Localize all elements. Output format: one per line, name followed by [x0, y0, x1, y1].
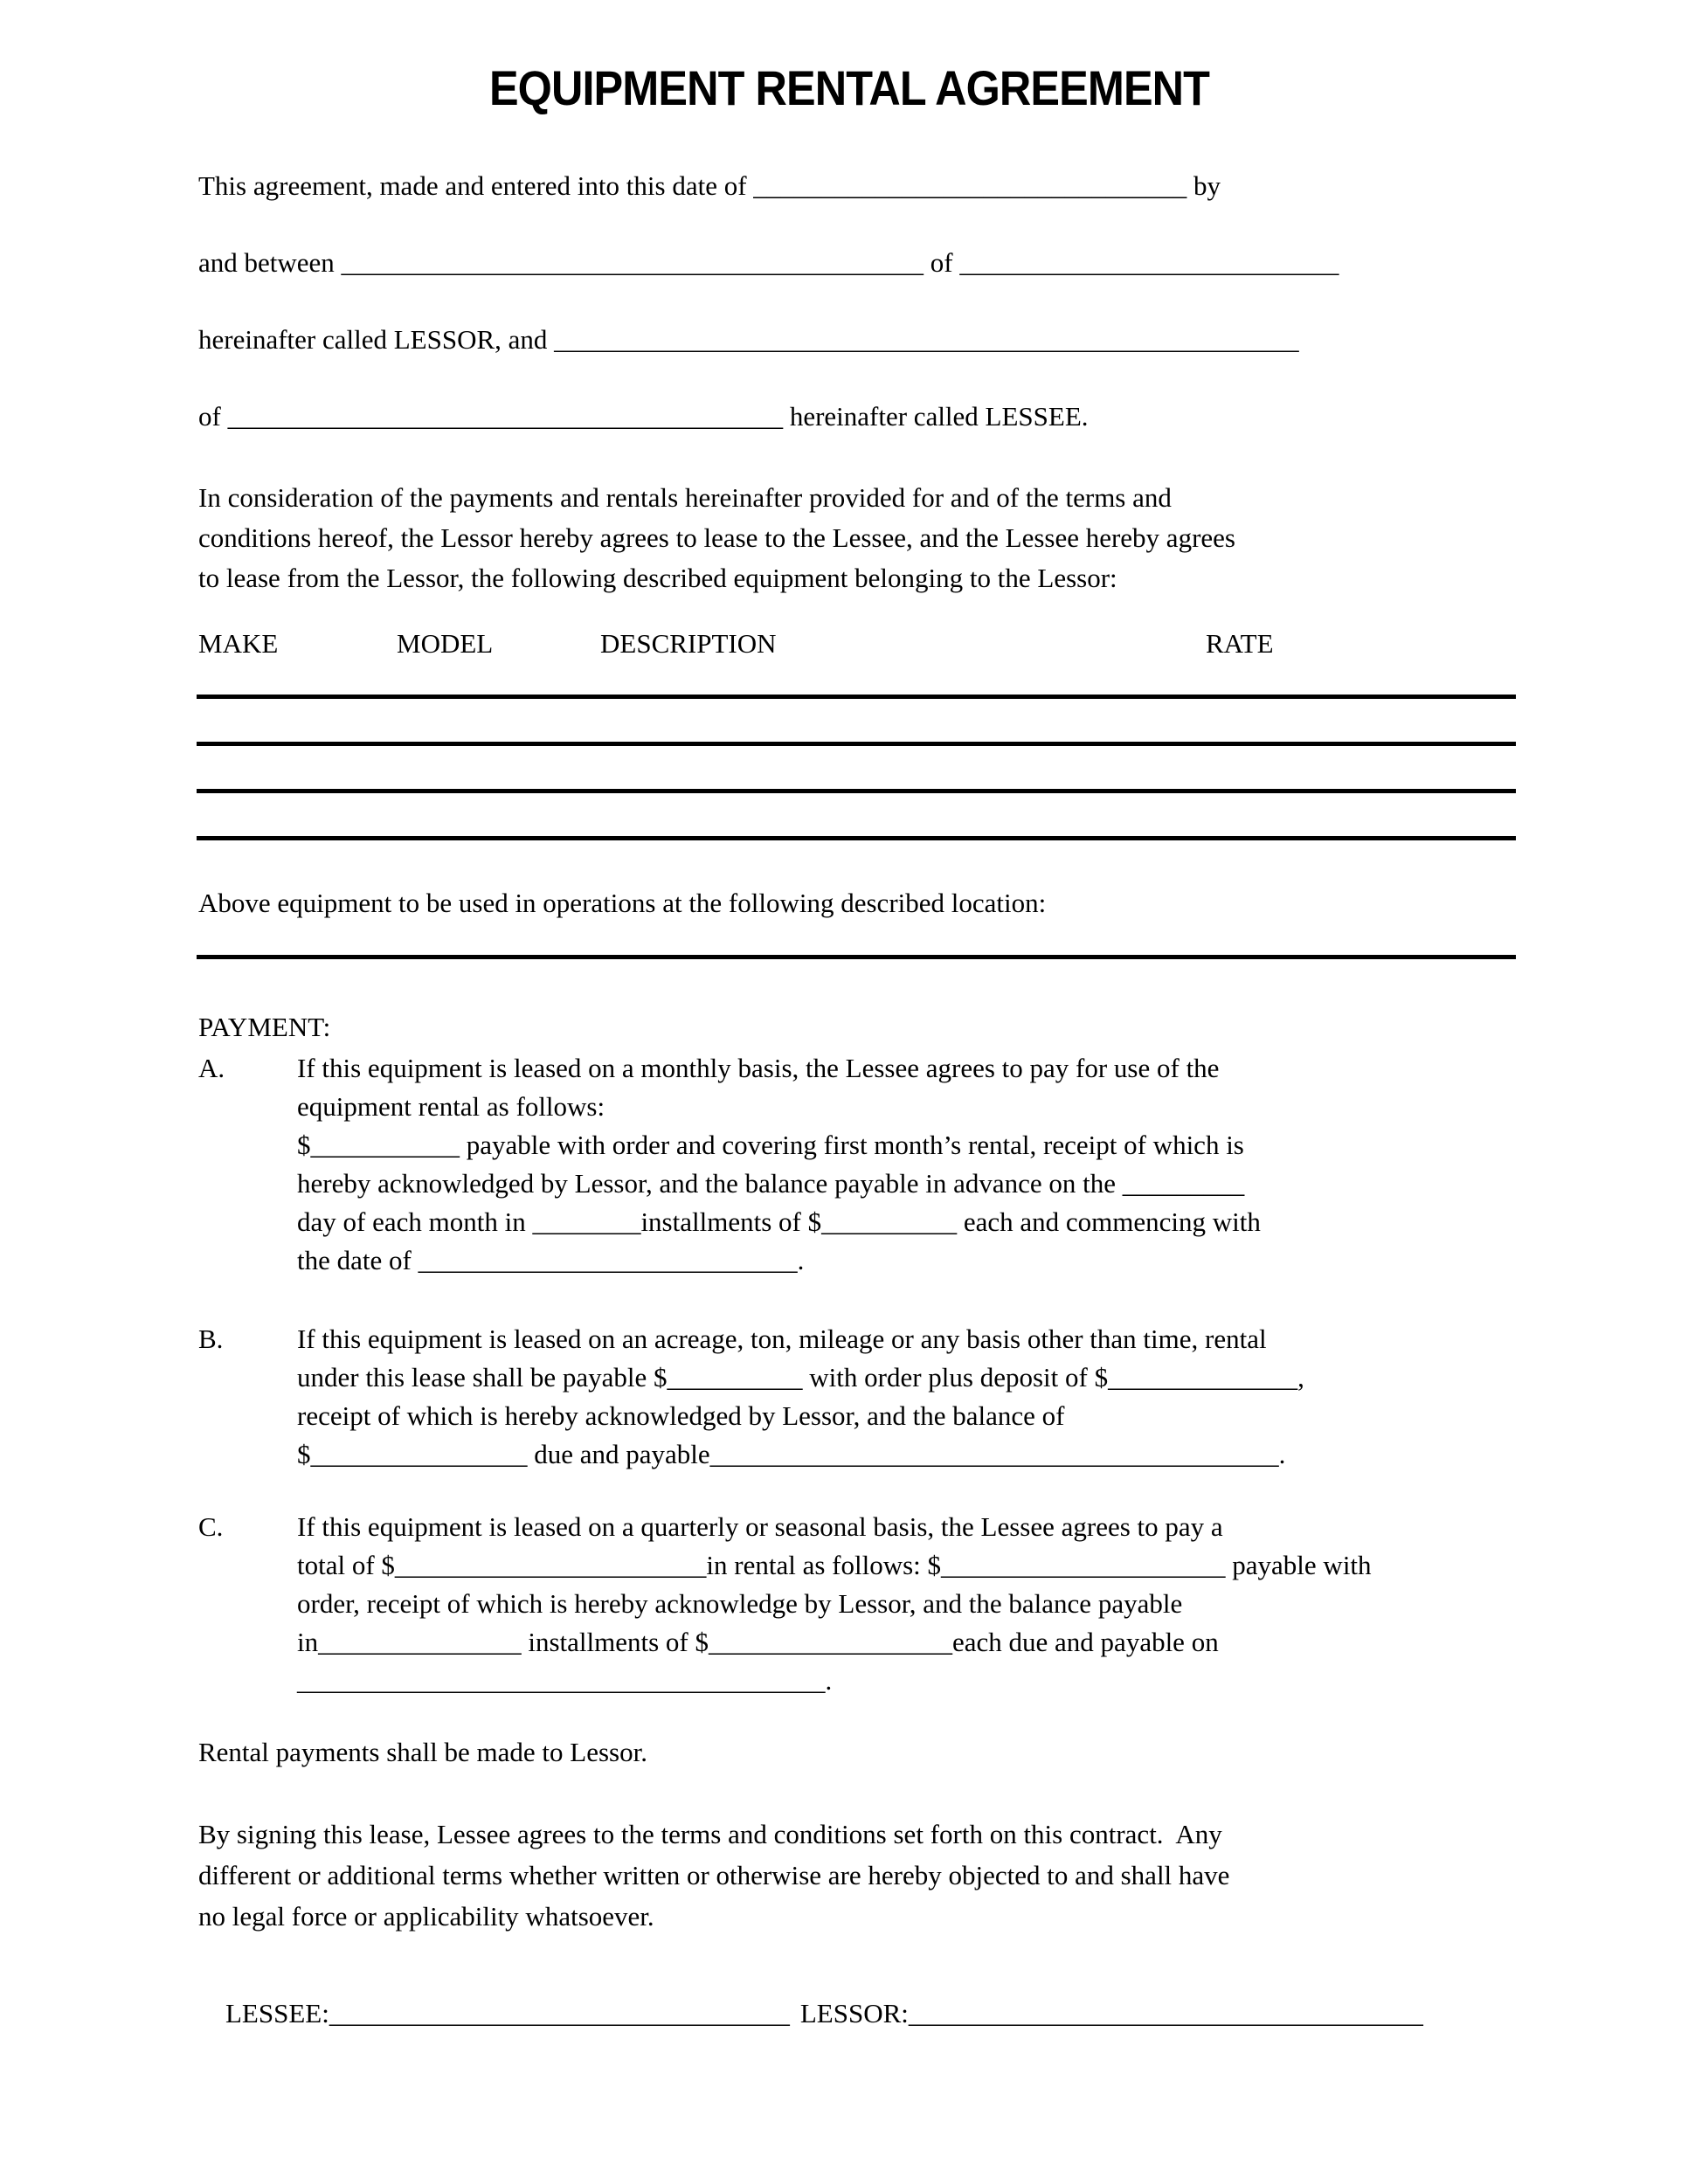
equipment-row-line — [197, 742, 1516, 746]
make-column-header: MAKE — [198, 628, 279, 659]
description-column-header: DESCRIPTION — [600, 628, 777, 659]
clause-b-line: receipt of which is hereby acknowledged by Lessor, and the balance of — [297, 1400, 1065, 1431]
intro-line-between: and between ___________________________________________ of ____________________________ — [198, 247, 1339, 278]
clause-c-line: total of $_______________________in rental as follows: $_____________________ payable with — [297, 1550, 1372, 1580]
payment-clause-c — [198, 1508, 1500, 1700]
location-label: Above equipment to be used in operations at the following described location: — [198, 888, 1047, 918]
payment-clause-b — [198, 1320, 1500, 1474]
consideration-paragraph — [198, 478, 1500, 598]
equipment-table-header — [198, 628, 1500, 660]
clause-b-line: If this equipment is leased on an acreage, ton, mileage or any basis other than time, rental — [297, 1324, 1267, 1354]
location-fill-line — [197, 955, 1516, 959]
equipment-row-line — [197, 836, 1516, 840]
clause-a-line: day of each month in ________installments of $__________ each and commencing with — [297, 1206, 1261, 1237]
clause-letter: A. — [198, 1053, 225, 1083]
clause-a-line: If this equipment is leased on a monthly basis, the Lessee agrees to pay for use of the — [297, 1053, 1220, 1083]
signature-row — [198, 1961, 1500, 2066]
payment-heading: PAYMENT: — [198, 1012, 331, 1042]
intro-line-date: This agreement, made and entered into this date of ________________________________ by — [198, 170, 1221, 201]
clause-c-line: order, receipt of which is hereby acknowledge by Lessor, and the balance payable — [297, 1588, 1183, 1619]
document-page — [198, 0, 1500, 2066]
clause-c-line: _______________________________________. — [297, 1665, 833, 1696]
clause-b-line: $________________ due and payable__________________________________________. — [297, 1439, 1286, 1469]
clause-c-line: If this equipment is leased on a quarterly or seasonal basis, the Lessee agrees to pay a — [297, 1511, 1223, 1542]
clause-letter: B. — [198, 1324, 224, 1354]
signing-terms-line: different or additional terms whether written or otherwise are hereby objected to and shall have — [198, 1860, 1230, 1890]
page-title: EQUIPMENT RENTAL AGREEMENT — [488, 60, 1210, 115]
lessor-signature-line: ______________________________________ — [908, 1998, 1423, 2028]
signing-terms-line: no legal force or applicability whatsoever. — [198, 1901, 654, 1932]
equipment-row-line — [197, 695, 1516, 699]
lessor-label: LESSOR: — [799, 1998, 909, 2028]
intro-section — [198, 170, 1500, 432]
clause-a-line: hereby acknowledged by Lessor, and the balance payable in advance on the _________ — [297, 1168, 1245, 1199]
consideration-line: conditions hereof, the Lessor hereby agrees to lease to the Lessee, and the Lessee hereby agrees — [198, 522, 1235, 553]
consideration-line: In consideration of the payments and rentals hereinafter provided for and of the terms and — [198, 482, 1172, 513]
consideration-line: to lease from the Lessor, the following described equipment belonging to the Lessor: — [198, 563, 1117, 593]
model-column-header: MODEL — [397, 628, 494, 659]
clause-b-line: under this lease shall be payable $__________ with order plus deposit of $______________, — [297, 1362, 1304, 1393]
clause-a-line: equipment rental as follows: — [297, 1091, 605, 1122]
lessee-label: LESSEE: — [225, 1998, 329, 2028]
intro-line-lessee: of _________________________________________ hereinafter called LESSEE. — [198, 401, 1089, 432]
clause-letter: C. — [198, 1511, 224, 1542]
lessee-signature-line: __________________________________ — [329, 1998, 790, 2028]
clause-c-line: in_______________ installments of $__________________each due and payable on — [297, 1627, 1219, 1657]
equipment-row-lines — [198, 695, 1500, 840]
clause-a-line: the date of ____________________________. — [297, 1245, 805, 1275]
signing-terms-paragraph — [198, 1814, 1500, 1937]
equipment-row-line — [197, 789, 1516, 793]
intro-line-lessor: hereinafter called LESSOR, and _______________________________________________________ — [198, 324, 1299, 355]
clause-a-line: $___________ payable with order and covering first month’s rental, receipt of which is — [297, 1130, 1244, 1160]
rental-payments-note: Rental payments shall be made to Lessor. — [198, 1737, 647, 1767]
payment-clause-a — [198, 1049, 1500, 1280]
signing-terms-line: By signing this lease, Lessee agrees to the terms and conditions set forth on this contract. Any — [198, 1819, 1222, 1849]
rate-column-header: RATE — [1206, 628, 1274, 659]
